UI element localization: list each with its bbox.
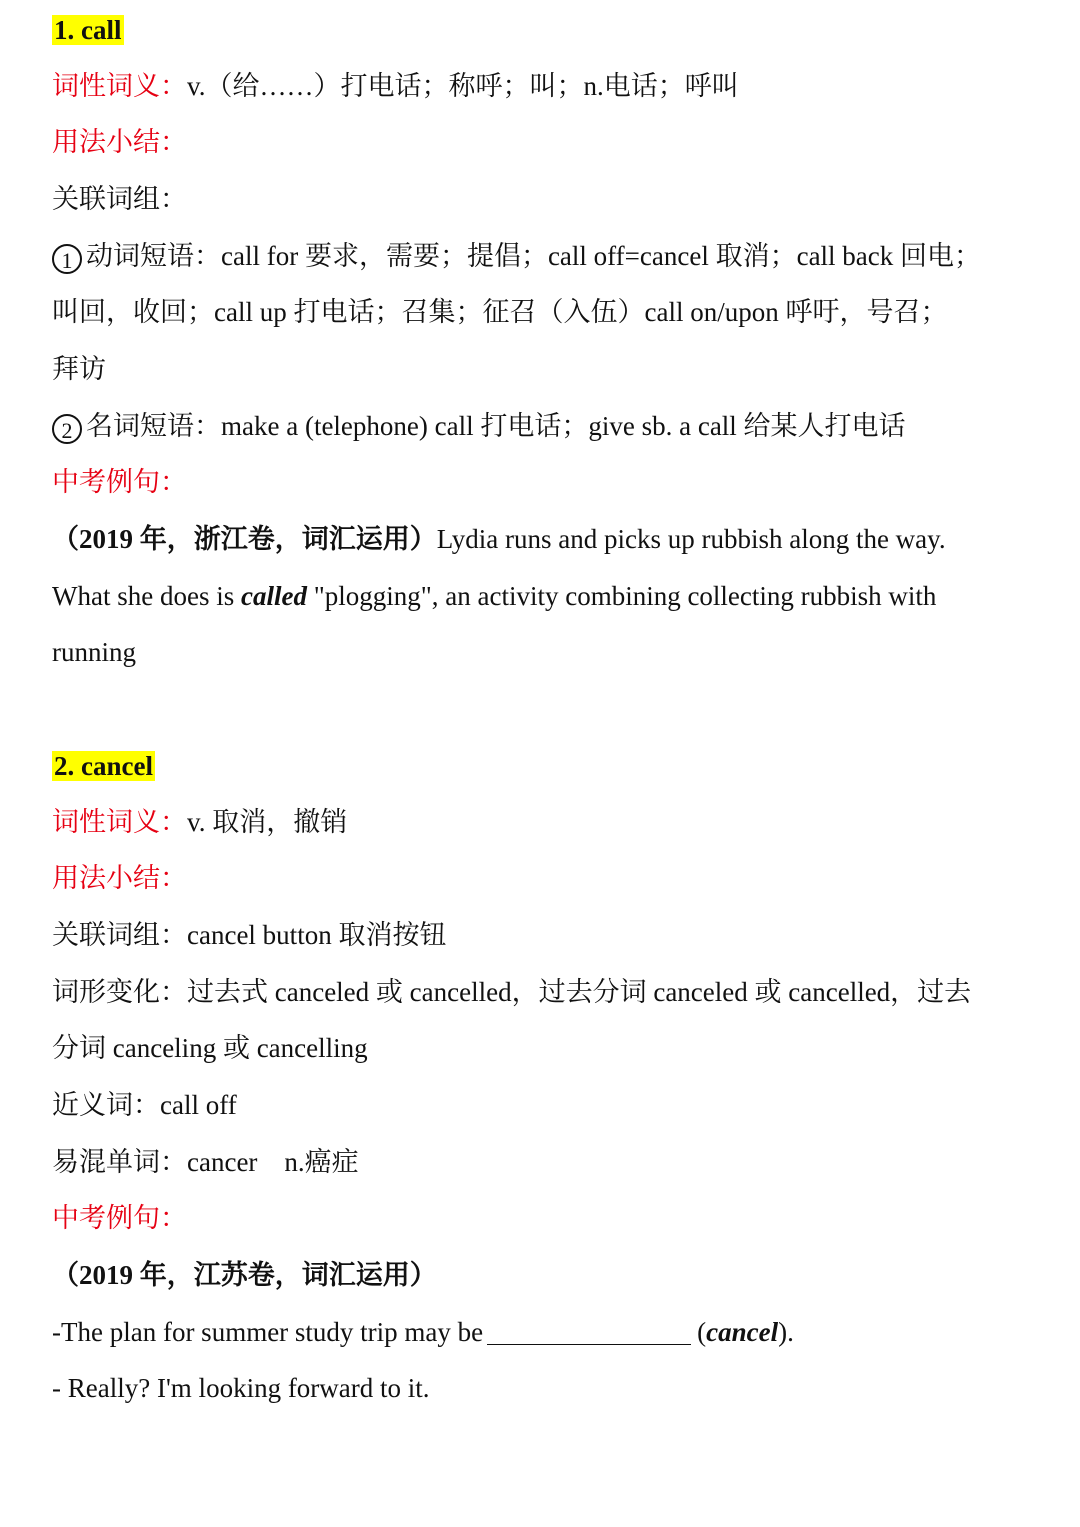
entry2-title: 2. cancel xyxy=(54,751,153,781)
entry1-meaning-line xyxy=(52,66,1040,106)
entry2-synonym-line: 近义词：call off xyxy=(52,1090,237,1120)
entry2-forms-line2: 分词 canceling 或 cancelling xyxy=(52,1033,368,1063)
entry1-example-text1: Lydia runs and picks up rubbish along the way. xyxy=(436,524,946,554)
entry2-meaning-label: 词性词义： xyxy=(52,807,187,837)
entry1-example-source: （2019 年，浙江卷，词汇运用） xyxy=(52,524,437,554)
entry2-meaning-line xyxy=(52,802,1040,842)
entry1-meaning-label: 词性词义： xyxy=(52,71,187,101)
entry2-hint-open: ( xyxy=(697,1317,707,1347)
entry1-example-line3: running xyxy=(52,637,136,667)
entry1-example-text2-pre: What she does is xyxy=(52,581,241,611)
entry1-verb-line2: 叫回，收回；call up 打电话；召集；征召（入伍）call on/upon 呼吁，号召； xyxy=(52,297,948,327)
entry1-example-text2-post: "plogging", an activity combining collecting rubbish with xyxy=(306,581,937,611)
entry1-noun-text: 名词短语：make a (telephone) call 打电话；give sb. a call 给某人打电话 xyxy=(86,411,906,441)
entry1-usage-label: 用法小结： xyxy=(52,127,187,157)
entry1-title: 1. call xyxy=(54,15,122,45)
entry1-verb-line3: 拜访 xyxy=(52,354,106,384)
entry1-meaning: v.（给……）打电话；称呼；叫；n.电话；呼叫 xyxy=(187,71,739,101)
entry1-title-line xyxy=(52,10,1040,50)
entry1-phrases-label: 关联词组： xyxy=(52,184,187,214)
entry2-example-question xyxy=(52,1312,1040,1352)
entry2-meaning: v. 取消，撤销 xyxy=(187,807,348,837)
entry1-verb-line1 xyxy=(52,236,1040,276)
entry2-confusable-line: 易混单词：cancer n.癌症 xyxy=(52,1147,359,1177)
answer-blank xyxy=(487,1318,691,1345)
circled-number-2: 2 xyxy=(52,414,82,444)
entry1-example-line2 xyxy=(52,576,1040,616)
entry2-example-source: （2019 年，江苏卷，词汇运用） xyxy=(52,1260,437,1290)
entry1-example-line1 xyxy=(52,519,1040,559)
circled-number-1: 1 xyxy=(52,244,82,274)
entry1-noun-line xyxy=(52,406,1040,446)
entry2-example-answer: - Really? I'm looking forward to it. xyxy=(52,1373,430,1403)
entry1-example-label: 中考例句： xyxy=(52,467,187,497)
entry2-usage-label: 用法小结： xyxy=(52,863,187,893)
entry2-hint-word: cancel xyxy=(706,1317,779,1347)
entry2-example-label: 中考例句： xyxy=(52,1203,187,1233)
entry2-title-line xyxy=(52,746,1040,786)
entry2-hint-close: ). xyxy=(778,1317,794,1347)
entry2-forms-line1: 词形变化：过去式 canceled 或 cancelled，过去分词 canceled 或 cancelled，过去 xyxy=(52,977,972,1007)
entry2-question-text: -The plan for summer study trip may be xyxy=(52,1317,484,1347)
entry2-phrases-line: 关联词组：cancel button 取消按钮 xyxy=(52,920,447,950)
entry1-verb-text1: 动词短语：call for 要求，需要；提倡；call off=cancel 取消；call back 回电； xyxy=(86,241,982,271)
entry1-example-keyword: called xyxy=(240,581,307,611)
